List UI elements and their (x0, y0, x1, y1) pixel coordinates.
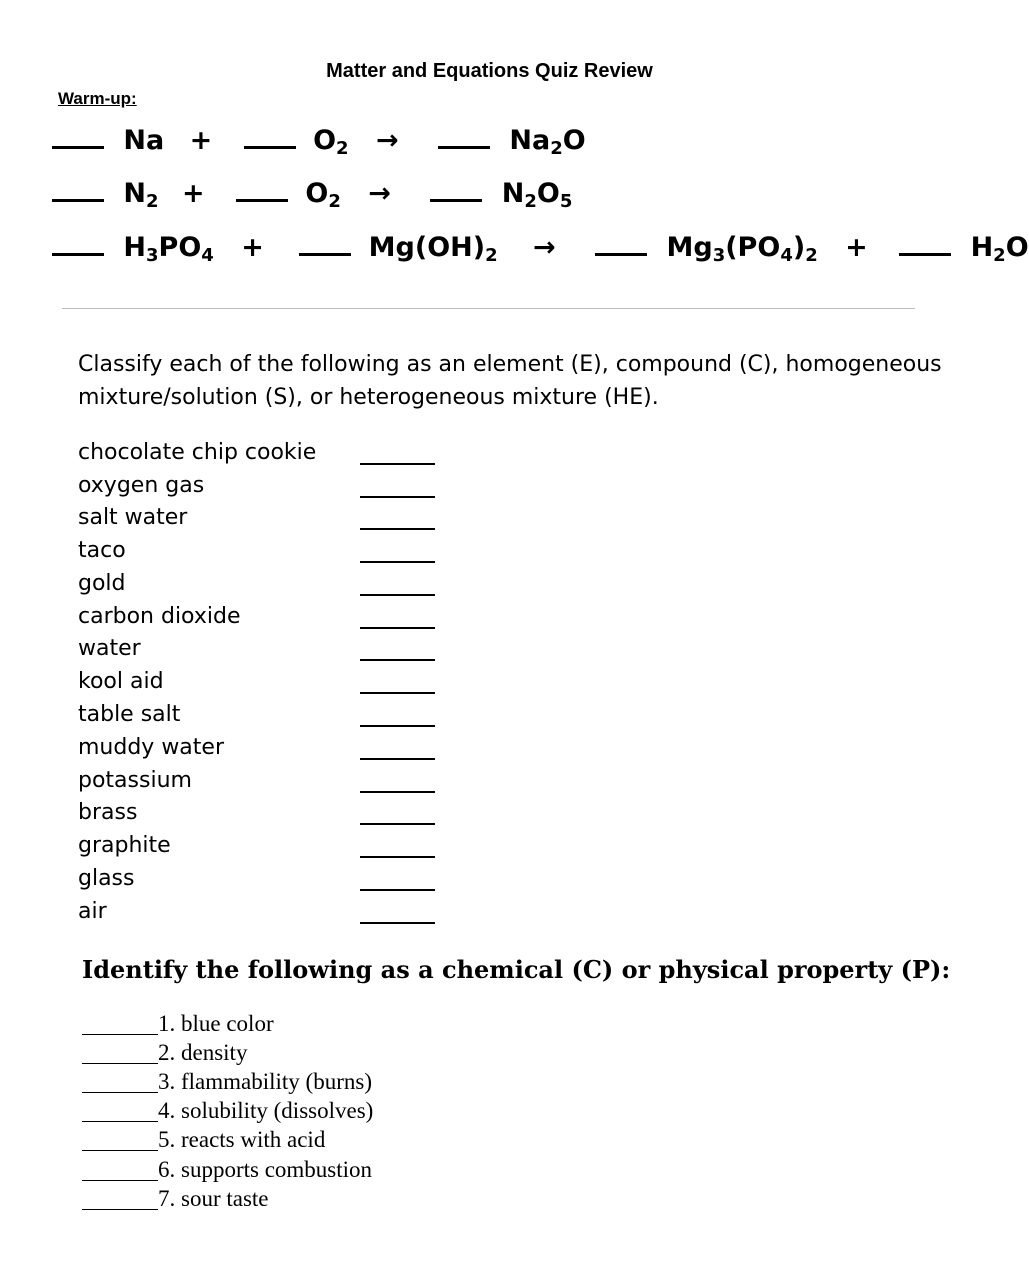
classify-item: table salt (78, 702, 181, 727)
coefficient-blank[interactable] (595, 252, 647, 256)
coefficient-blank[interactable] (236, 198, 288, 202)
property-item: 3. flammability (burns) (82, 1068, 372, 1096)
arrow-icon: → (375, 125, 399, 156)
coefficient-blank[interactable] (52, 198, 104, 202)
classify-item: graphite (78, 833, 171, 858)
answer-blank[interactable] (360, 594, 435, 596)
answer-blank[interactable] (82, 1209, 158, 1210)
property-item: 1. blue color (82, 1010, 274, 1038)
coefficient-blank[interactable] (52, 252, 104, 256)
eq2-reactant-2: $O_2$ (305, 178, 341, 212)
eq1-reactant-1: Na (123, 125, 165, 156)
equation-1 (52, 124, 586, 158)
plus-sign: + (181, 178, 205, 209)
properties-heading: Identify the following as a chemical (C) or physical property (P): (82, 955, 951, 984)
answer-blank[interactable] (360, 823, 435, 825)
classify-item: muddy water (78, 735, 224, 760)
coefficient-blank[interactable] (244, 145, 296, 149)
answer-blank[interactable] (360, 463, 435, 465)
answer-blank[interactable] (82, 1034, 158, 1035)
answer-blank[interactable] (360, 496, 435, 498)
answer-blank[interactable] (360, 791, 435, 793)
answer-blank[interactable] (360, 528, 435, 530)
classify-item: glass (78, 866, 135, 891)
answer-blank[interactable] (360, 922, 435, 924)
eq1-product-1: $Na_2O$ (509, 125, 586, 159)
classify-item: taco (78, 538, 126, 563)
classify-item: salt water (78, 505, 188, 530)
section-divider (62, 308, 915, 309)
classify-item: carbon dioxide (78, 604, 241, 629)
property-item: 5. reacts with acid (82, 1126, 325, 1154)
coefficient-blank[interactable] (899, 252, 951, 256)
answer-blank[interactable] (360, 889, 435, 891)
equation-2 (52, 177, 572, 211)
answer-blank[interactable] (82, 1063, 158, 1064)
eq2-product-1: $N_2O_5$ (501, 178, 573, 212)
classify-item: oxygen gas (78, 473, 205, 498)
plus-sign: + (845, 232, 868, 263)
eq1-reactant-2: $O_2$ (313, 125, 349, 159)
answer-blank[interactable] (360, 725, 435, 727)
classify-item: air (78, 899, 107, 924)
coefficient-blank[interactable] (299, 252, 351, 256)
answer-blank[interactable] (360, 758, 435, 760)
plus-sign: + (189, 125, 213, 156)
plus-sign: + (241, 232, 264, 263)
classify-item: water (78, 636, 141, 661)
answer-blank[interactable] (360, 692, 435, 694)
page-title: Matter and Equations Quiz Review (326, 60, 653, 82)
classify-instructions: Classify each of the following as an element (E), compound (C), homogeneous mixture/solution (S), or heterogeneous mixture (HE). (78, 352, 942, 410)
eq2-reactant-1: $N_2$ (123, 178, 159, 212)
arrow-icon: → (368, 178, 391, 209)
classify-item: brass (78, 800, 138, 825)
coefficient-blank[interactable] (438, 145, 490, 149)
answer-blank[interactable] (82, 1092, 158, 1093)
answer-blank[interactable] (82, 1121, 158, 1122)
answer-blank[interactable] (360, 627, 435, 629)
coefficient-blank[interactable] (52, 145, 104, 149)
eq3-product-2: $H_2O$ (970, 232, 1029, 266)
answer-blank[interactable] (82, 1150, 158, 1151)
eq3-reactant-1: $H_3PO_4$ (123, 232, 214, 266)
property-item: 2. density (82, 1039, 247, 1067)
eq3-product-1: $Mg_3(PO_4)_2$ (666, 232, 818, 266)
eq3-reactant-2: $Mg(OH)_2$ (368, 232, 498, 266)
classify-item: chocolate chip cookie (78, 440, 317, 465)
answer-blank[interactable] (360, 856, 435, 858)
coefficient-blank[interactable] (430, 198, 482, 202)
arrow-icon: → (533, 232, 556, 263)
classify-item: potassium (78, 768, 192, 793)
answer-blank[interactable] (360, 561, 435, 563)
warmup-label: Warm-up: (58, 89, 137, 108)
property-item: 6. supports combustion (82, 1156, 372, 1184)
answer-blank[interactable] (360, 659, 435, 661)
classify-item: gold (78, 571, 126, 596)
property-item: 4. solubility (dissolves) (82, 1097, 373, 1125)
property-item: 7. sour taste (82, 1185, 269, 1213)
answer-blank[interactable] (82, 1180, 158, 1181)
classify-item: kool aid (78, 669, 164, 694)
equation-3 (52, 231, 1029, 265)
